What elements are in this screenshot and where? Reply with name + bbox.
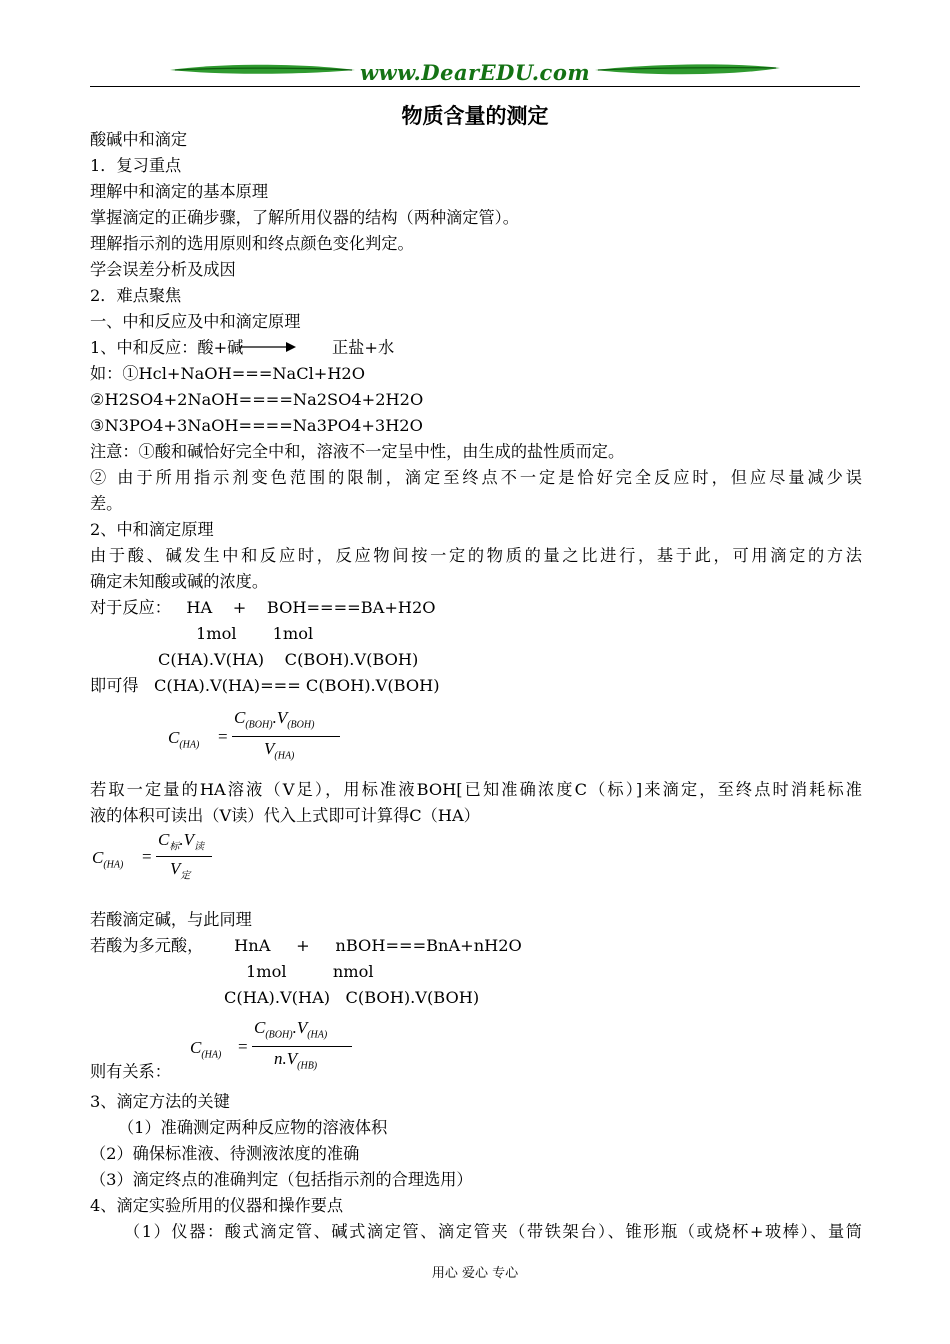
text-line: ②H2SO4+2NaOH====Na2SO4+2H2O xyxy=(90,390,424,409)
text-line: 4、滴定实验所用的仪器和操作要点 xyxy=(90,1196,344,1215)
text-line: 如：①Hcl+NaOH===NaCl+H2O xyxy=(90,364,366,383)
text-line: 即可得 C(HA).V(HA)=== C(BOH).V(BOH) xyxy=(90,676,440,695)
reaction-arrow-icon xyxy=(240,341,298,353)
formula-concentration-2: $C_{(HA)}$ = $C_标.V_读$ $V_定$ xyxy=(92,830,232,888)
header-rule xyxy=(90,86,860,87)
text-line: ② 由于所用指示剂变色范围的限制，滴定至终点不一定是恰好完全反应时，但应尽量减少误 xyxy=(90,468,862,487)
text-line: 1mol 1mol xyxy=(196,624,314,643)
site-url[interactable]: www.DearEDU.com xyxy=(359,60,591,85)
formula-concentration-1: $C_{(HA)}$ = $C_{(BOH)}.V_{(BOH)}$ $V_{(HA)}$ xyxy=(168,708,348,768)
text-line: 1．复习重点 xyxy=(90,156,182,175)
text-line: 正盐+水 xyxy=(332,338,395,357)
text-line: 对于反应： HA + BOH====BA+H2O xyxy=(90,598,436,617)
text-line: （1）准确测定两种反应物的溶液体积 xyxy=(118,1118,388,1137)
page-footer: 用心 爱心 专心 xyxy=(431,1266,519,1281)
text-line: 差。 xyxy=(90,494,123,513)
text-line: ③N3PO4+3NaOH====Na3PO4+3H2O xyxy=(90,416,423,435)
text-line: 液的体积可读出（V读）代入上式即可计算得C（HA） xyxy=(90,806,480,825)
formula-concentration-3: $C_{(HA)}$ = $C_{(BOH)}.V_{(HA)}$ $n.V_{(HB)}$ xyxy=(190,1018,370,1078)
text-line: 若取一定量的HA溶液（V足），用标准液BOH[已知准确浓度C（标）]来滴定，至终点时消耗标准 xyxy=(90,780,862,799)
text-line: 则有关系： xyxy=(90,1062,171,1081)
text-line: 3、滴定方法的关键 xyxy=(90,1092,230,1111)
text-line: 确定未知酸或碱的浓度。 xyxy=(90,572,269,591)
text-line: 1、中和反应：酸+碱 xyxy=(90,338,244,357)
text-line: 一、中和反应及中和滴定原理 xyxy=(90,312,301,331)
text-line: 1mol nmol xyxy=(246,962,374,981)
text-line: 理解中和滴定的基本原理 xyxy=(90,182,269,201)
site-header xyxy=(90,58,860,92)
text-line: 理解指示剂的选用原则和终点颜色变化判定。 xyxy=(90,234,414,253)
page-title: 物质含量的测定 xyxy=(401,104,549,128)
text-line: 2．难点聚焦 xyxy=(90,286,182,305)
text-line: 掌握滴定的正确步骤，了解所用仪器的结构（两种滴定管）。 xyxy=(90,208,519,227)
text-line: 2、中和滴定原理 xyxy=(90,520,214,539)
text-line: 若酸滴定碱，与此同理 xyxy=(90,910,252,929)
text-line: 若酸为多元酸， HnA + nBOH===BnA+nH2O xyxy=(90,936,522,955)
text-line: 注意：①酸和碱恰好完全中和，溶液不一定呈中性，由生成的盐性质而定。 xyxy=(90,442,625,461)
text-line: 由于酸、碱发生中和反应时，反应物间按一定的物质的量之比进行，基于此，可用滴定的方法 xyxy=(90,546,862,565)
text-line: （2）确保标准液、待测液浓度的准确 xyxy=(90,1144,360,1163)
text-line: C(HA).V(HA) C(BOH).V(BOH) xyxy=(158,650,419,669)
text-line: （3）滴定终点的准确判定（包括指示剂的合理选用） xyxy=(90,1170,473,1189)
text-line: C(HA).V(HA) C(BOH).V(BOH) xyxy=(224,988,480,1007)
text-line: （1）仪器：酸式滴定管、碱式滴定管、滴定管夹（带铁架台）、锥形瓶（或烧杯+玻棒）、量筒 xyxy=(124,1222,862,1241)
text-line: 学会误差分析及成因 xyxy=(90,260,236,279)
text-line: 酸碱中和滴定 xyxy=(90,130,188,149)
